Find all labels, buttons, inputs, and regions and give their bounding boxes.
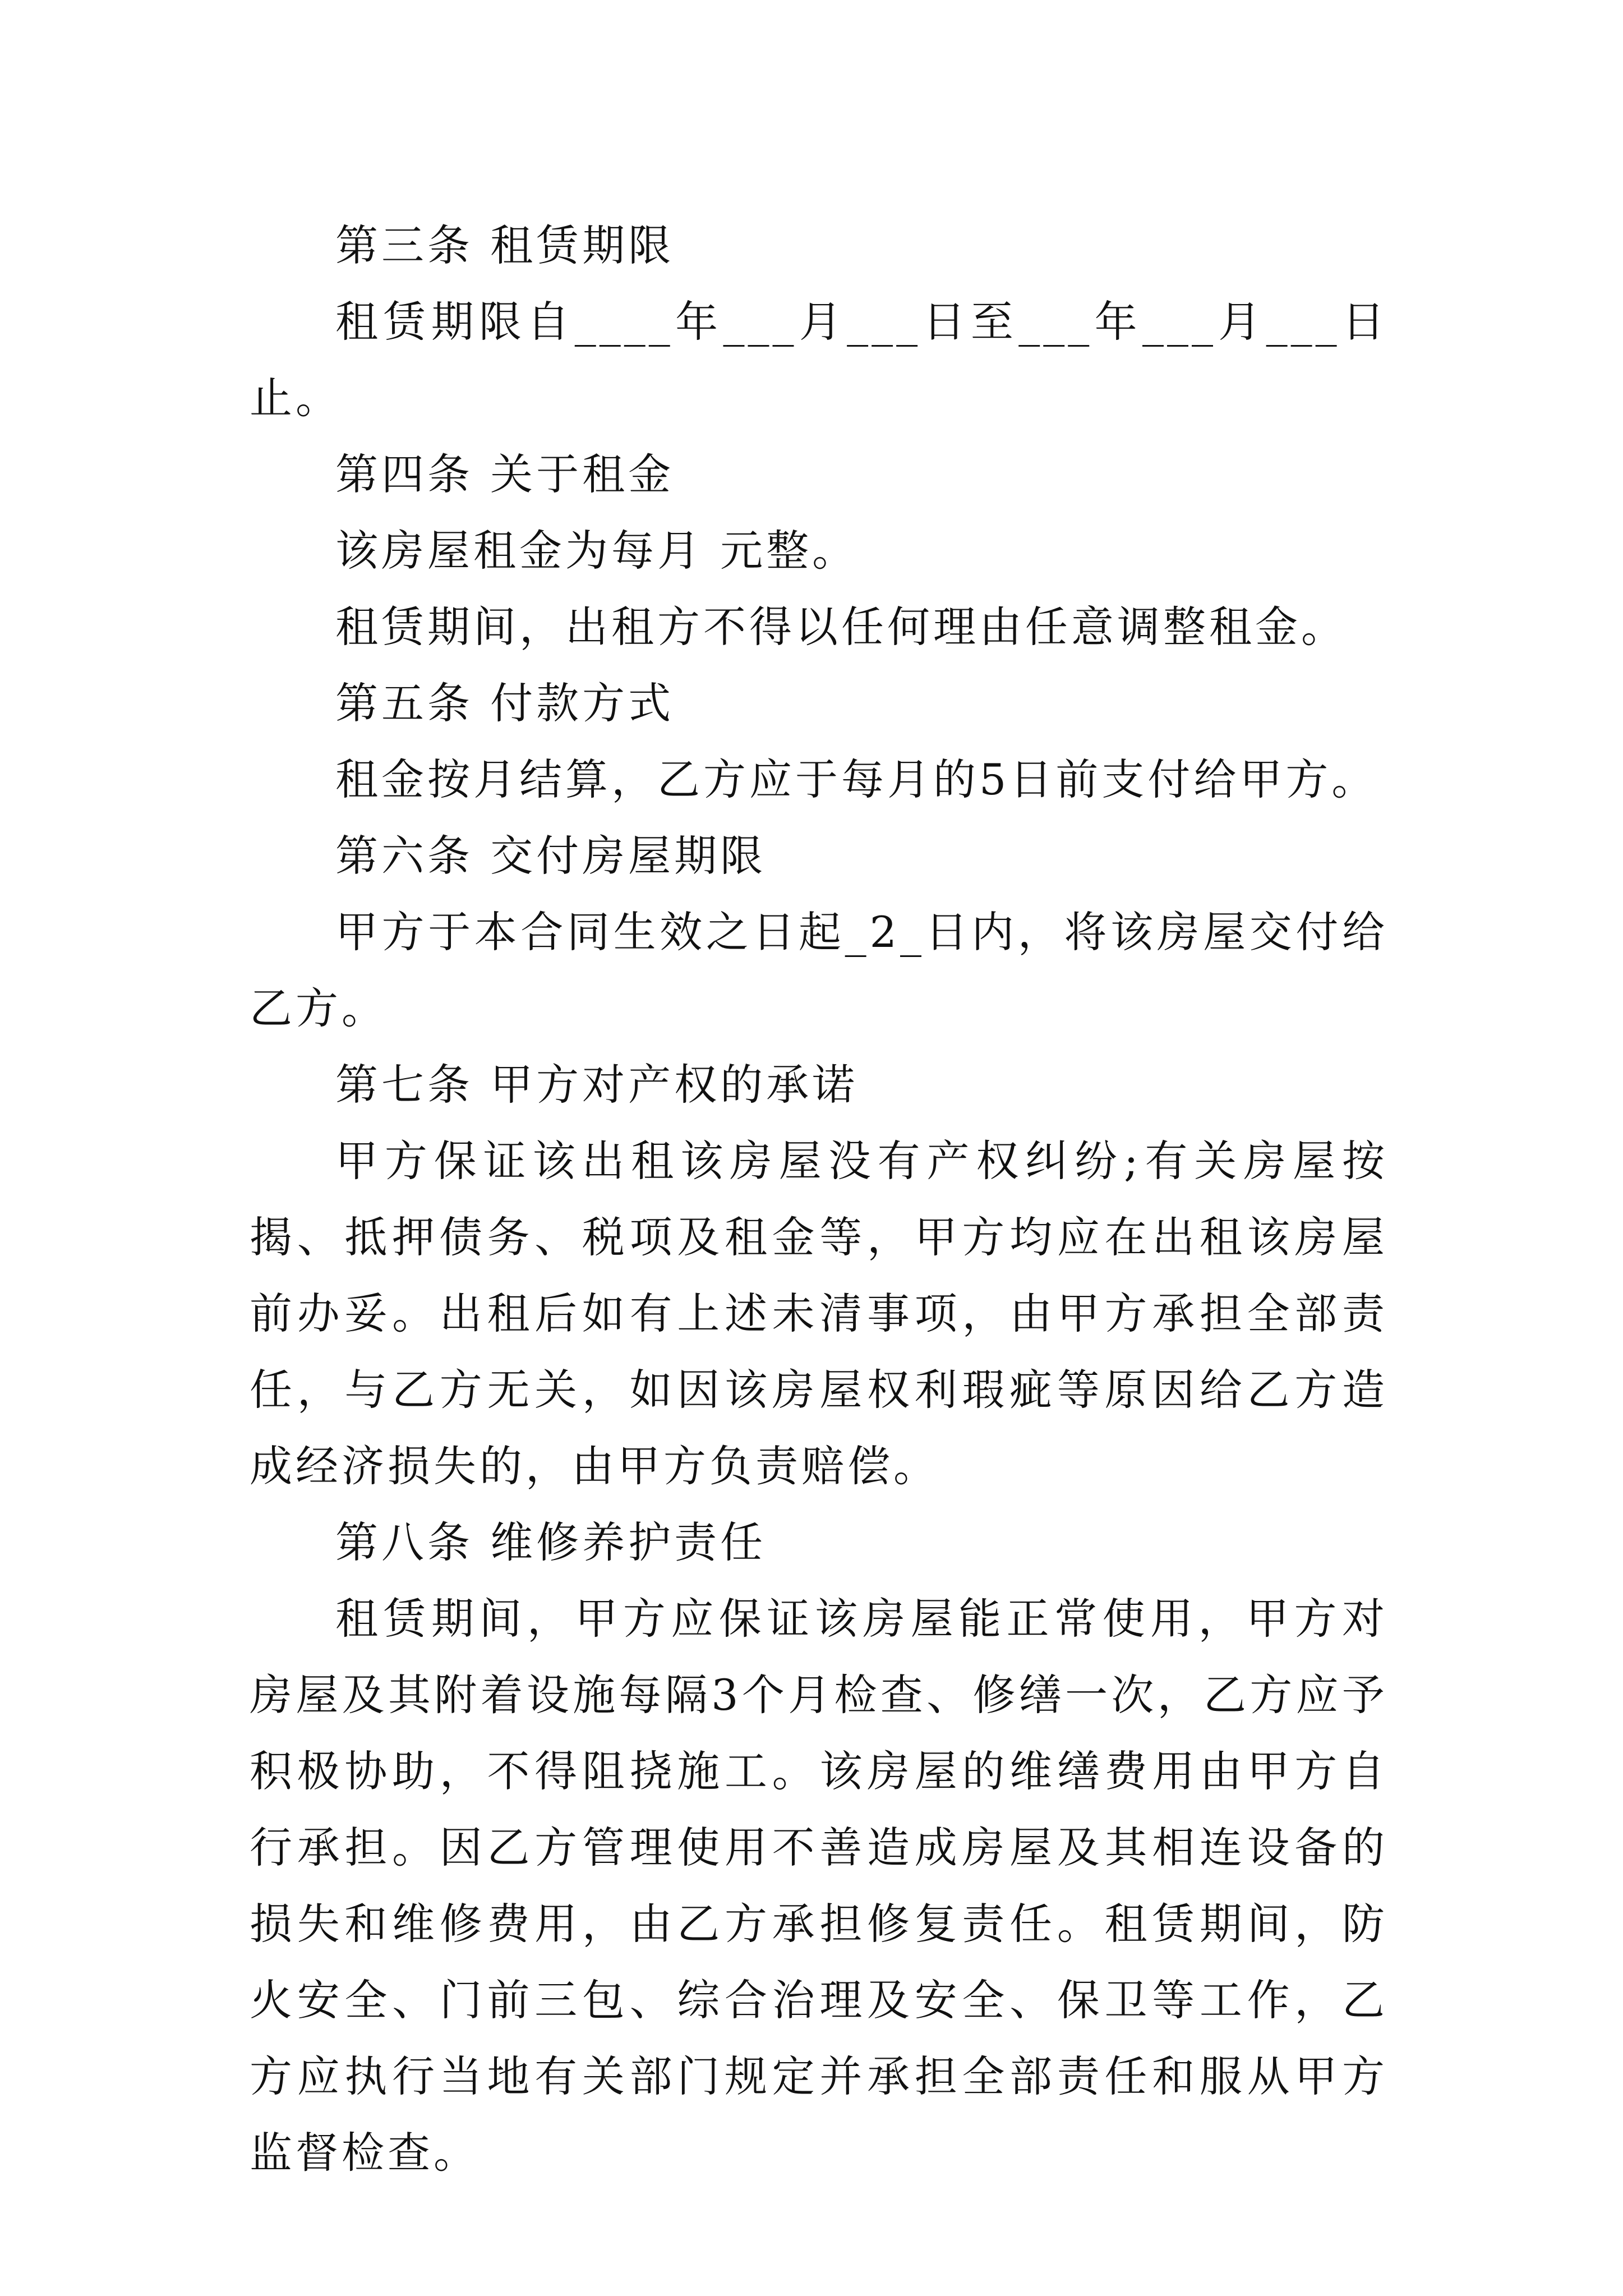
article-8-heading: 第八条 维修养护责任 [335, 1517, 767, 1567]
article-5-heading: 第五条 付款方式 [335, 678, 675, 728]
document-body [250, 208, 1388, 2191]
lease-term-paragraph: 租赁期限自____年___月___日至___年___月___日止。 [250, 297, 1388, 423]
ownership-promise-paragraph: 甲方保证该出租该房屋没有产权纠纷;有关房屋按揭、抵押债务、税项及租金等，甲方均应在出租该房屋前办妥。出租后如有上述未清事项，由甲方承担全部责任，与乙方无关，如因该房屋权利瑕疵等原因给乙方造成经济损失的，由甲方负责赔偿。 [250, 1136, 1388, 1491]
delivery-term-paragraph: 甲方于本合同生效之日起_2_日内，将该房屋交付给乙方。 [250, 907, 1388, 1033]
article-3-heading: 第三条 租赁期限 [335, 220, 675, 270]
rent-amount-paragraph: 该房屋租金为每月 元整。 [335, 526, 859, 576]
maintenance-paragraph: 租赁期间，甲方应保证该房屋能正常使用，甲方对房屋及其附着设施每隔3个月检查、修缮一次，乙方应予积极协助，不得阻挠施工。该房屋的维缮费用由甲方自行承担。因乙方管理使用不善造成房屋及其相连设备的损失和维修费用，由乙方承担修复责任。租赁期间，防火安全、门前三包、综合治理及安全、保卫等工作，乙方应执行当地有关部门规定并承担全部责任和服从甲方监督检查。 [250, 1594, 1388, 2178]
article-7-heading: 第七条 甲方对产权的承诺 [335, 1060, 859, 1110]
article-6-heading: 第六条 交付房屋期限 [335, 831, 767, 881]
rent-adjustment-paragraph: 租赁期间，出租方不得以任何理由任意调整租金。 [335, 602, 1347, 652]
payment-method-paragraph: 租金按月结算，乙方应于每月的5日前支付给甲方。 [335, 754, 1378, 804]
article-4-heading: 第四条 关于租金 [335, 449, 675, 499]
